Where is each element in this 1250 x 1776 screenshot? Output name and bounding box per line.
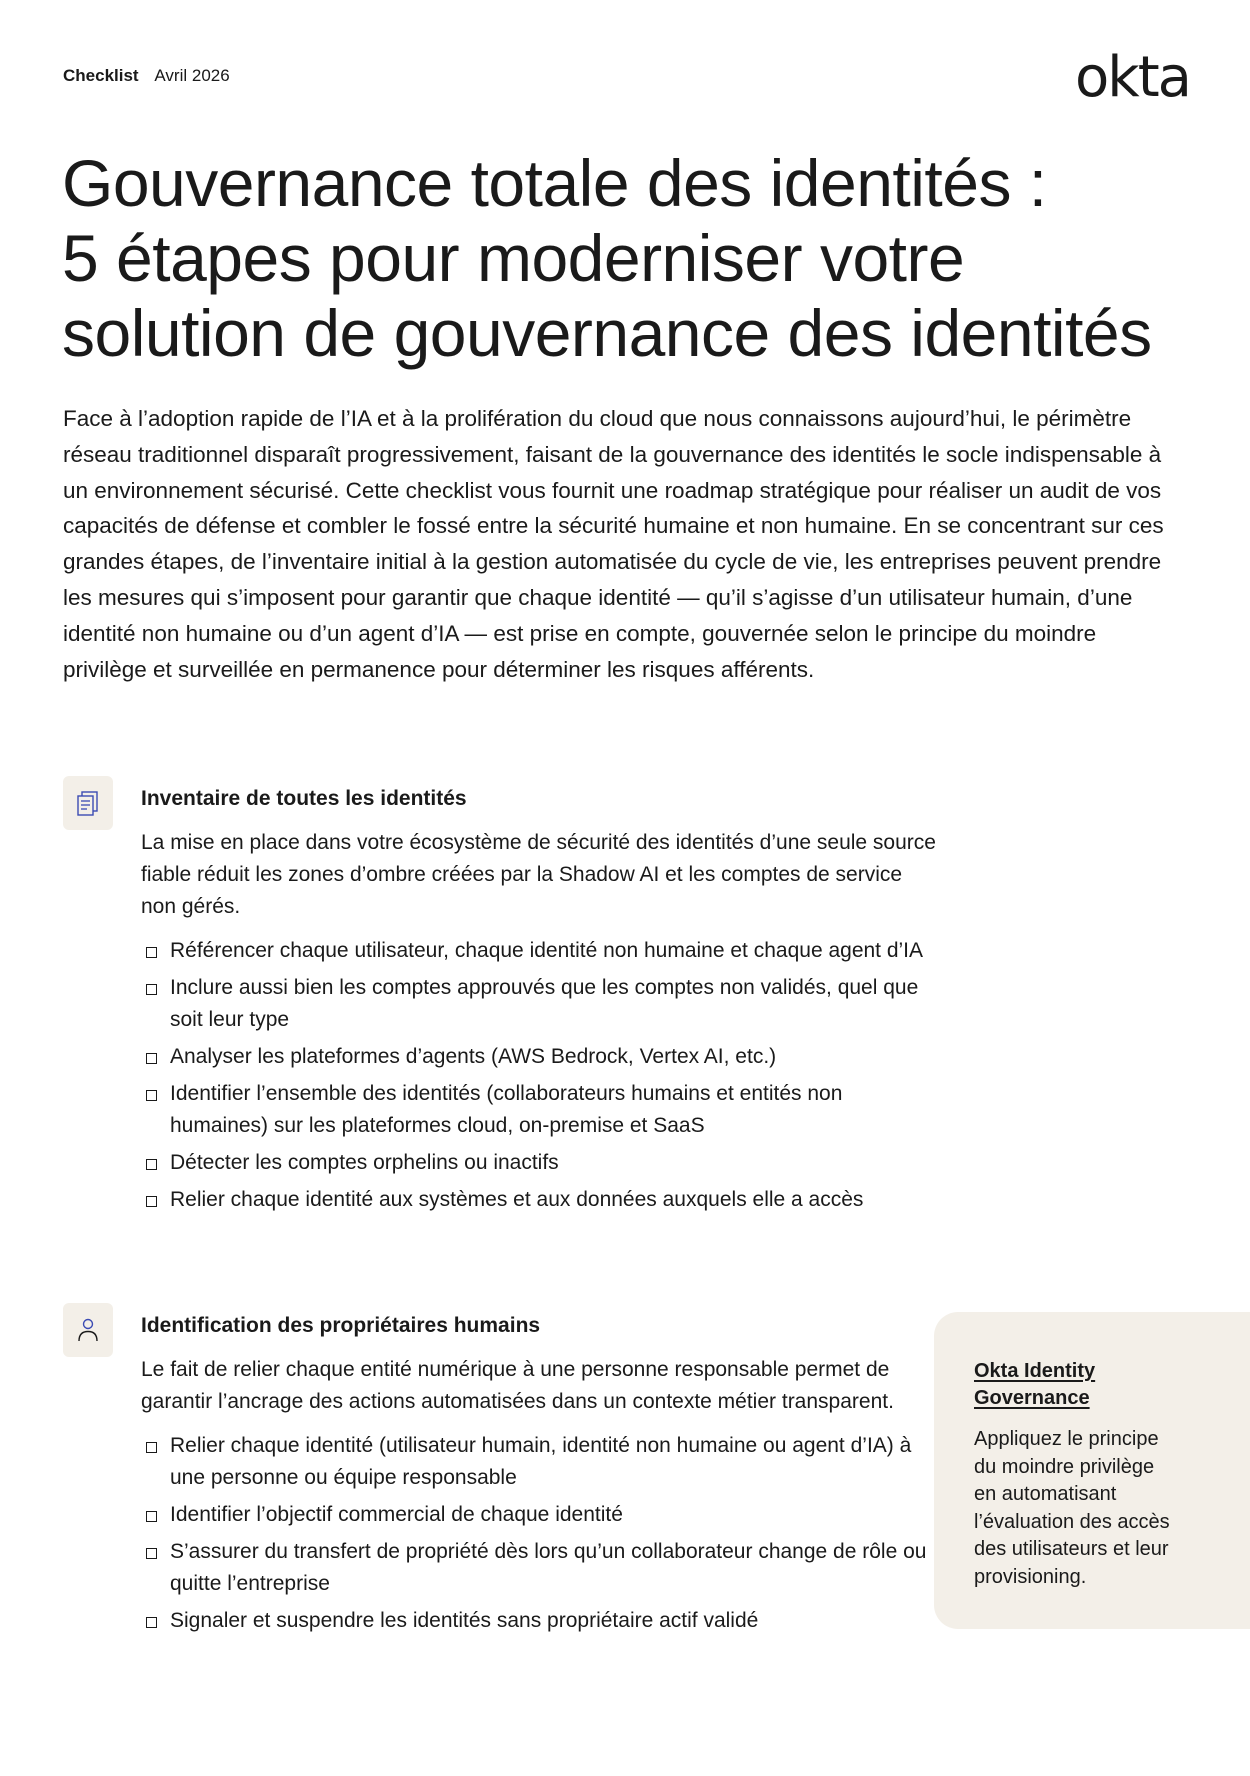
checkbox[interactable] bbox=[146, 1196, 157, 1207]
document-type-label: Checklist bbox=[63, 66, 139, 85]
product-link[interactable]: Okta Identity Governance bbox=[974, 1360, 1096, 1409]
section-description: Le fait de relier chaque entité numérique à une personne responsable permet de garantir l’ancrage des actions automatisées dans un contexte métier transparent. bbox=[141, 1358, 894, 1413]
document-icon bbox=[63, 776, 113, 830]
checklist bbox=[141, 935, 941, 1216]
page-title bbox=[62, 146, 1202, 371]
checkbox[interactable] bbox=[146, 1511, 157, 1522]
section-description: La mise en place dans votre écosystème de sécurité des identités d’une seule source fiable réduit les zones d’ombre créées par la Shadow AI et les comptes de service non gérés. bbox=[141, 831, 936, 918]
checklist bbox=[141, 1430, 941, 1637]
checkbox[interactable] bbox=[146, 1548, 157, 1559]
checkbox[interactable] bbox=[146, 1442, 157, 1453]
title-line-1: Gouvernance totale des identités : bbox=[62, 146, 1047, 220]
checklist-item-text: Signaler et suspendre les identités sans propriétaire actif validé bbox=[170, 1609, 759, 1632]
checklist-item-text: Référencer chaque utilisateur, chaque identité non humaine et chaque agent d’IA bbox=[170, 939, 924, 962]
product-sidebar bbox=[934, 1312, 1250, 1629]
checklist-item-text: Relier chaque identité (utilisateur humain, identité non humaine ou agent d’IA) à une personne ou équipe responsable bbox=[170, 1434, 912, 1489]
document-header bbox=[63, 66, 230, 86]
checklist-item bbox=[141, 1041, 941, 1073]
checkbox[interactable] bbox=[146, 1617, 157, 1628]
checklist-item bbox=[141, 935, 941, 967]
document-date: Avril 2026 bbox=[154, 66, 230, 85]
person-icon bbox=[63, 1303, 113, 1357]
checklist-item-text: Identifier l’ensemble des identités (collaborateurs humains et entités non humaines) sur les plateformes cloud, on-premise et SaaS bbox=[170, 1082, 843, 1137]
checklist-item bbox=[141, 972, 941, 1036]
checklist-item bbox=[141, 1184, 941, 1216]
checkbox[interactable] bbox=[146, 1090, 157, 1101]
checkbox[interactable] bbox=[146, 947, 157, 958]
title-line-3: solution de gouvernance des identités bbox=[62, 296, 1152, 370]
checkbox[interactable] bbox=[146, 1159, 157, 1170]
checklist-item-text: S’assurer du transfert de propriété dès lors qu’un collaborateur change de rôle ou quitte l’entreprise bbox=[170, 1540, 927, 1595]
checklist-item bbox=[141, 1430, 941, 1494]
sidebar-description: Appliquez le principe du moindre privilège en automatisant l’évaluation des accès des utilisateurs et leur provisioning. bbox=[974, 1428, 1170, 1588]
okta-logo: okta bbox=[1075, 45, 1190, 110]
checkbox[interactable] bbox=[146, 1053, 157, 1064]
checklist-item bbox=[141, 1605, 941, 1637]
checklist-item bbox=[141, 1147, 941, 1179]
checklist-item bbox=[141, 1536, 941, 1600]
checklist-item-text: Identifier l’objectif commercial de chaque identité bbox=[170, 1503, 623, 1526]
checkbox[interactable] bbox=[146, 984, 157, 995]
section-title: Inventaire de toutes les identités bbox=[141, 787, 467, 810]
section-title: Identification des propriétaires humains bbox=[141, 1314, 541, 1337]
checklist-item-text: Relier chaque identité aux systèmes et aux données auxquels elle a accès bbox=[170, 1188, 864, 1211]
title-line-2: 5 étapes pour moderniser votre bbox=[62, 221, 965, 295]
checklist-item bbox=[141, 1078, 941, 1142]
checklist-item-text: Inclure aussi bien les comptes approuvés que les comptes non validés, quel que soit leur type bbox=[170, 976, 919, 1031]
intro-paragraph: Face à l’adoption rapide de l’IA et à la prolifération du cloud que nous connaissons aujourd’hui, le périmètre réseau traditionnel disparaît progressivement, faisant de la gouvernance des identités le socle indispensable à un environnement sécurisé. Cette checklist vous fournit une roadmap stratégique pour réaliser un audit de vos capacités de défense et combler le fossé entre la sécurité humaine et non humaine. En se concentrant sur ces grandes étapes, de l’inventaire initial à la gestion automatisée du cycle de vie, les entreprises peuvent prendre les mesures qui s’imposent pour garantir que chaque identité — qu’il s’agisse d’un utilisateur humain, d’une identité non humaine ou d’un agent d’IA — est prise en compte, gouvernée selon le principe du moindre privilège et surveillée en permanence pour déterminer les risques afférents. bbox=[63, 406, 1164, 682]
checklist-item-text: Analyser les plateformes d’agents (AWS Bedrock, Vertex AI, etc.) bbox=[170, 1045, 777, 1068]
checklist-item bbox=[141, 1499, 941, 1531]
checklist-item-text: Détecter les comptes orphelins ou inactifs bbox=[170, 1151, 559, 1174]
